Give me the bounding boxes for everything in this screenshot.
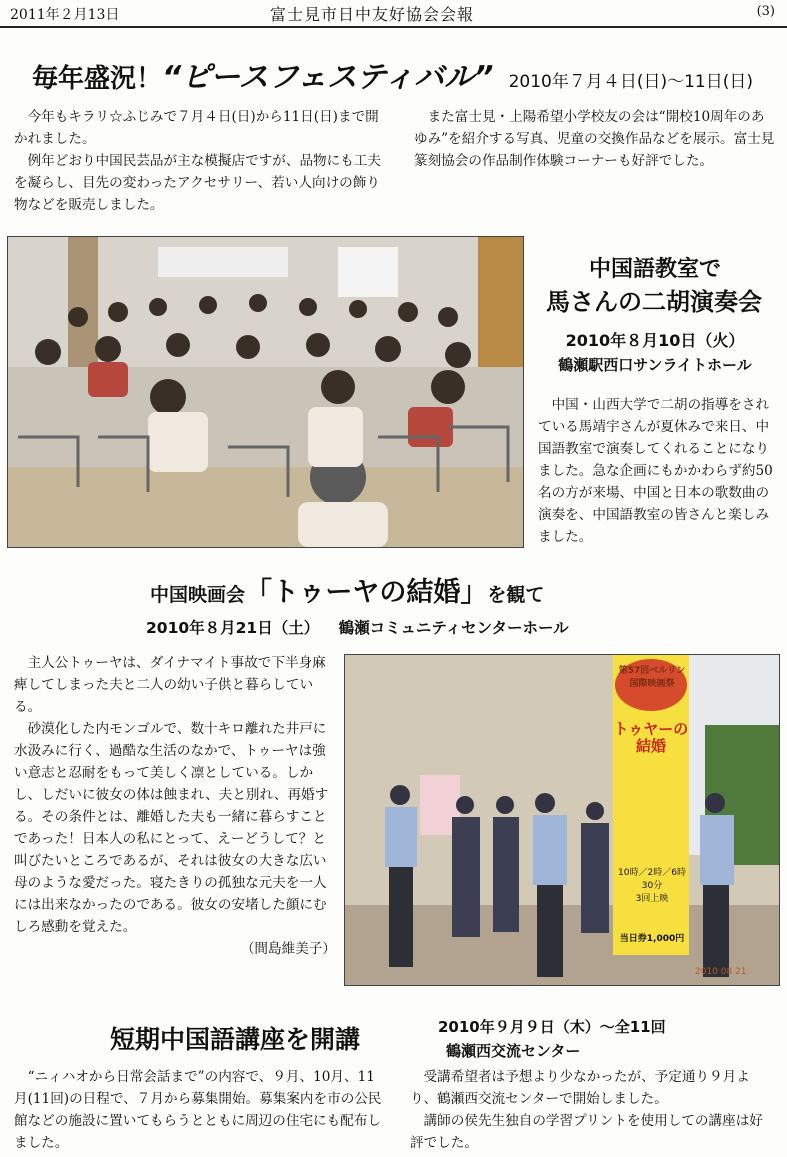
peace-heading-main: “ピースフェスティバル” — [162, 60, 494, 95]
photo-date-stamp: 2010 08 21 — [695, 967, 747, 977]
film-review — [14, 652, 336, 960]
peace-col2-p1: また富士見・上陽希望小学校友の会は“開校10周年のあゆみ”を紹介する写真、児童の交換作品などを展示。富士見篆刻協会の作品制作体験コーナーも好評でした。 — [414, 109, 775, 169]
film-group-photo-illustration — [345, 655, 779, 985]
course-heading: 短期中国語講座を開講 — [110, 1025, 361, 1054]
poster-times: 10時／2時／6時30分 — [618, 868, 686, 891]
erhu-title-line1: 中国語教室で — [588, 257, 721, 282]
poster-top: 第57回ベルリン国際映画祭 — [618, 666, 686, 689]
erhu-venue: 鶴瀬駅西口サンライトホール — [558, 356, 752, 374]
poster-title: トゥヤーの結婚 — [613, 720, 689, 755]
course-col2-p2: 講師の侯先生独自の学習プリントを使用しての講座は好評でした。 — [410, 1113, 763, 1151]
newsletter-title: 富士見市日中友好協会会報 — [270, 5, 475, 24]
film-review-p1: 主人公トゥーヤは、ダイナマイト事故で下半身麻痺してしまった夫と二人の幼い子供と暮らしている。 — [14, 655, 326, 715]
peace-heading — [32, 52, 772, 95]
course-col1 — [14, 1066, 384, 1154]
peace-col1-p2: 例年どおり中国民芸品が主な模擬店ですが、品物にも工夫を凝らし、目先の変わったアクセサリー、若い人向けの飾り物などを販売しました。 — [14, 153, 382, 213]
erhu-body — [538, 394, 778, 548]
page-header — [0, 0, 787, 28]
erhu-date: 2010年８月10日（火） — [565, 331, 745, 350]
poster-price: 当日券1,000円 — [615, 931, 689, 944]
film-heading-pre: 中国映画会 — [150, 584, 246, 606]
film-heading — [150, 570, 750, 609]
course-col2-p1: 受講希望者は予想より少なかったが、予定通り９月より、鶴瀬西交流センターで開始しました。 — [410, 1069, 750, 1107]
issue-date: 2011年２月13日 — [10, 7, 120, 23]
peace-col1-p1: 今年もキラリ☆ふじみで７月４日(日)から11日(日)まで開かれました。 — [14, 109, 379, 147]
film-heading-post: を観て — [487, 584, 545, 606]
poster-showings: 3回上映 — [635, 894, 669, 904]
peace-col1 — [14, 106, 390, 216]
erhu-title-line2: 馬さんの二胡演奏会 — [546, 288, 762, 316]
film-date-venue — [146, 616, 666, 638]
film-date: 2010年８月21日（土） — [146, 619, 320, 637]
peace-heading-date: 2010年７月４日(日)～11日(日) — [508, 72, 753, 92]
film-heading-main: 「トゥーヤの結婚」 — [245, 577, 488, 608]
peace-heading-pre: 毎年盛況！ — [32, 64, 163, 94]
concert-audience-illustration — [8, 237, 523, 547]
page-number: (3) — [756, 4, 775, 19]
erhu-body-p1: 中国・山西大学で二胡の指導をされている馬靖宇さんが夏休みで来日、中国語教室で演奏してくれることになりました。急な企画にもかかわらず約50名の方が来場、中国と日本の歌数曲の演奏を、中国語教室の皆さんと楽しみました。 — [538, 397, 773, 545]
course-col2 — [410, 1066, 776, 1154]
course-col1-p1: “ニィハオから日常会話まで”の内容で、９月、10月、11月(11回)の日程で、７月から募集開始。募集案内を市の公民館などの施設に置いてもらうとともに周辺の住宅にも配布しました。 — [14, 1069, 382, 1151]
film-venue: 鶴瀬コミュニティセンターホール — [338, 619, 569, 637]
course-date: 2010年９月９日（木）～全11回 — [438, 1018, 666, 1036]
film-review-p2: 砂漠化した内モンゴルで、数十キロ離れた井戸に水汲みに行く、過酷な生活のなかで、トゥーヤは強い意志と忍耐をもって美しく凛としている。しかし、しだいに彼女の体は蝕まれ、夫と別れ、再婚する。その条件とは、離婚した夫も一緒に暮らすことであった！日本人の私にとって、えーどうして？と叫びたいところであるが、それは彼女の大きな広い母のような愛だった。寝たきりの孤独な元夫を一人には出来なかったのである。彼女の安堵した顔にむしろ感動を覚えた。 — [14, 721, 329, 935]
course-venue: 鶴瀬西交流センター — [446, 1042, 581, 1060]
concert-photo — [7, 236, 524, 548]
film-photo — [344, 654, 780, 986]
film-review-author: （間島維美子） — [240, 941, 336, 957]
peace-col2 — [414, 106, 776, 172]
